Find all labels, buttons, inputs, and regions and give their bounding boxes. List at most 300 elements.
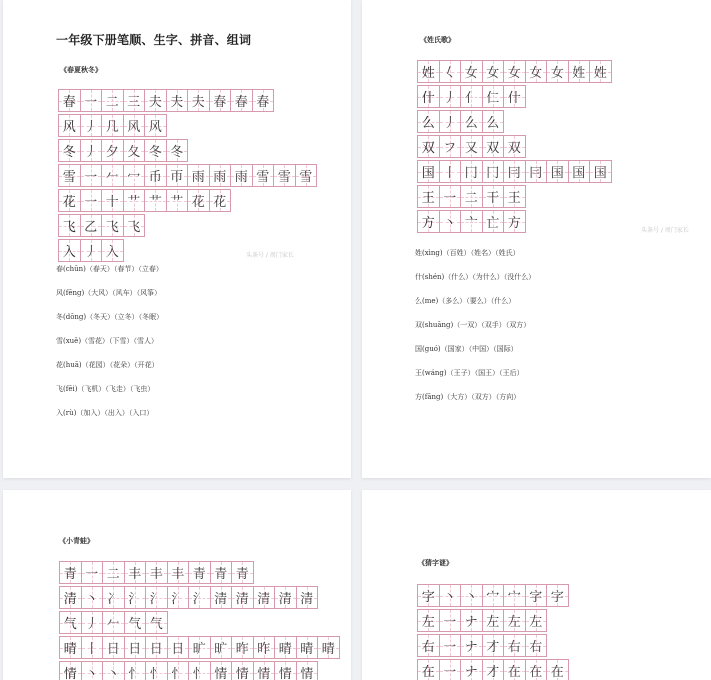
- cell-glyph: 情: [214, 667, 228, 680]
- document-page-3: [3, 490, 351, 680]
- cell-glyph: 风: [62, 120, 76, 135]
- stroke-cell: [525, 584, 548, 607]
- word-line: 飞(fēi)（飞机）（飞走）（飞虫）: [56, 385, 155, 393]
- stroke-cell: [546, 60, 569, 83]
- stroke-row: [417, 584, 568, 607]
- cell-glyph: 丿: [84, 145, 98, 160]
- character-cell: [59, 561, 82, 584]
- character-cell: [58, 164, 81, 187]
- cell-glyph: 十: [105, 195, 119, 210]
- cell-glyph: 姓: [421, 66, 435, 81]
- cell-glyph: 飞: [62, 220, 76, 235]
- stroke-cell: [144, 164, 167, 187]
- cell-glyph: 风: [148, 120, 162, 135]
- stroke-cell: [230, 164, 253, 187]
- stroke-cell: [439, 160, 462, 183]
- watermark: 头条号 / 周门家长: [246, 252, 294, 259]
- word-line: 王(wáng)（王子）（国王）（王后）: [415, 369, 524, 377]
- stroke-cell: [460, 609, 483, 632]
- cell-glyph: 青: [63, 567, 77, 582]
- stroke-row: [417, 160, 611, 183]
- cell-glyph: 右: [507, 640, 521, 655]
- cell-glyph: 清: [235, 592, 249, 607]
- cell-glyph: 才: [486, 640, 500, 655]
- stroke-cell: [123, 214, 146, 237]
- character-cell: [417, 160, 440, 183]
- cell-glyph: 一: [443, 615, 457, 630]
- cell-glyph: フ: [443, 141, 457, 156]
- cell-glyph: 二: [464, 191, 478, 206]
- cell-glyph: 冂: [486, 166, 500, 181]
- stroke-order-grid: [417, 584, 568, 680]
- character-cell: [58, 139, 81, 162]
- character-cell: [58, 214, 81, 237]
- cell-glyph: 夫: [148, 95, 162, 110]
- cell-glyph: 𡿨: [443, 66, 457, 81]
- stroke-cell: [439, 609, 462, 632]
- cell-glyph: 丶: [85, 592, 99, 607]
- word-line: 风(fēng)（大风）（风车）（风筝）: [56, 289, 162, 297]
- cell-glyph: 丿: [85, 617, 99, 632]
- cell-glyph: ナ: [464, 615, 478, 630]
- cell-glyph: 忄: [128, 667, 142, 680]
- cell-glyph: 雨: [234, 170, 248, 185]
- stroke-cell: [187, 189, 210, 212]
- stroke-row: [417, 210, 611, 233]
- character-cell: [417, 634, 440, 657]
- stroke-cell: [209, 89, 232, 112]
- cell-glyph: 冖: [127, 170, 141, 185]
- cell-glyph: 冂: [464, 166, 478, 181]
- stroke-cell: [167, 661, 190, 680]
- stroke-cell: [188, 636, 211, 659]
- stroke-cell: [525, 659, 548, 680]
- cell-glyph: 丶: [443, 216, 457, 231]
- cell-glyph: 币: [148, 170, 162, 185]
- cell-glyph: 气: [128, 617, 142, 632]
- stroke-cell: [525, 634, 548, 657]
- stroke-cell: [503, 634, 526, 657]
- character-cell: [59, 661, 82, 680]
- stroke-cell: [546, 584, 569, 607]
- stroke-cell: [101, 214, 124, 237]
- cell-glyph: 么: [486, 116, 500, 131]
- cell-glyph: 一: [443, 191, 457, 206]
- cell-glyph: 在: [550, 665, 564, 680]
- stroke-cell: [589, 60, 612, 83]
- stroke-order-grid: [59, 561, 339, 680]
- stroke-cell: [439, 135, 462, 158]
- stroke-cell: [503, 609, 526, 632]
- section-title-little-frog: 《小青蛙》: [59, 537, 94, 545]
- word-line: 冬(dōng)（冬天）（立冬）（冬眠）: [56, 313, 164, 321]
- cell-glyph: 入: [62, 245, 76, 260]
- cell-glyph: 字: [550, 590, 564, 605]
- stroke-cell: [101, 239, 124, 262]
- cell-glyph: 双: [486, 141, 500, 156]
- cell-glyph: 夫: [191, 95, 205, 110]
- cell-glyph: 左: [486, 615, 500, 630]
- cell-glyph: 日: [128, 642, 142, 657]
- stroke-cell: [231, 661, 254, 680]
- section-title-spring: 《春夏秋冬》: [60, 66, 102, 74]
- cell-glyph: 冫: [106, 592, 120, 607]
- word-line: 入(rù)（加入）（出入）（入口）: [56, 409, 154, 417]
- character-cell: [417, 584, 440, 607]
- cell-glyph: 丰: [171, 567, 185, 582]
- stroke-cell: [482, 60, 505, 83]
- character-cell: [417, 659, 440, 680]
- cell-glyph: 丶: [106, 667, 120, 680]
- cell-glyph: 丰: [128, 567, 142, 582]
- stroke-cell: [81, 561, 104, 584]
- cell-glyph: 丶: [443, 590, 457, 605]
- cell-glyph: 艹: [170, 195, 184, 210]
- stroke-cell: [167, 636, 190, 659]
- cell-glyph: 入: [105, 245, 119, 260]
- cell-glyph: 亡: [486, 216, 500, 231]
- section-title-surnames: 《姓氏歌》: [420, 36, 455, 44]
- stroke-cell: [144, 114, 167, 137]
- cell-glyph: 丨: [85, 642, 99, 657]
- stroke-cell: [482, 609, 505, 632]
- cell-glyph: 晴: [321, 642, 335, 657]
- stroke-cell: [439, 210, 462, 233]
- cell-glyph: 干: [486, 191, 500, 206]
- stroke-cell: [525, 160, 548, 183]
- stroke-row: [59, 636, 339, 659]
- stroke-row: [58, 89, 316, 112]
- stroke-cell: [145, 561, 168, 584]
- stroke-cell: [145, 586, 168, 609]
- stroke-cell: [166, 89, 189, 112]
- cell-glyph: 情: [300, 667, 314, 680]
- word-line: 花(huā)（花园）（花朵）（开花）: [56, 361, 159, 369]
- stroke-cell: [503, 160, 526, 183]
- cell-glyph: 情: [257, 667, 271, 680]
- cell-glyph: 丿: [84, 120, 98, 135]
- cell-glyph: 丶: [85, 667, 99, 680]
- character-cell: [58, 89, 81, 112]
- stroke-cell: [460, 659, 483, 680]
- cell-glyph: 春: [256, 95, 270, 110]
- stroke-cell: [482, 584, 505, 607]
- stroke-cell: [124, 661, 147, 680]
- stroke-cell: [439, 659, 462, 680]
- stroke-cell: [525, 609, 548, 632]
- cell-glyph: 左: [421, 615, 435, 630]
- cell-glyph: 旷: [192, 642, 206, 657]
- stroke-cell: [482, 185, 505, 208]
- stroke-cell: [295, 164, 318, 187]
- cell-glyph: 在: [421, 665, 435, 680]
- stroke-cell: [568, 60, 591, 83]
- stroke-cell: [482, 135, 505, 158]
- cell-glyph: ナ: [464, 640, 478, 655]
- stroke-cell: [80, 164, 103, 187]
- cell-glyph: 气: [63, 617, 77, 632]
- cell-glyph: 右: [529, 640, 543, 655]
- stroke-cell: [439, 185, 462, 208]
- cell-glyph: 几: [105, 120, 119, 135]
- cell-glyph: 方: [421, 216, 435, 231]
- stroke-cell: [231, 636, 254, 659]
- cell-glyph: 国: [550, 166, 564, 181]
- cell-glyph: 冬: [170, 145, 184, 160]
- stroke-cell: [102, 661, 125, 680]
- word-line: 雪(xuě)（雪花）（下雪）（雪人）: [56, 337, 159, 345]
- cell-glyph: 三: [127, 95, 141, 110]
- cell-glyph: 雪: [277, 170, 291, 185]
- cell-glyph: 女: [529, 66, 543, 81]
- cell-glyph: 左: [507, 615, 521, 630]
- stroke-cell: [231, 561, 254, 584]
- cell-glyph: 氵: [192, 592, 206, 607]
- stroke-cell: [439, 60, 462, 83]
- stroke-cell: [525, 60, 548, 83]
- cell-glyph: 左: [529, 615, 543, 630]
- stroke-cell: [145, 636, 168, 659]
- stroke-cell: [460, 210, 483, 233]
- cell-glyph: 丰: [149, 567, 163, 582]
- cell-glyph: 氵: [171, 592, 185, 607]
- cell-glyph: 清: [214, 592, 228, 607]
- cell-glyph: 夂: [127, 145, 141, 160]
- stroke-cell: [188, 561, 211, 584]
- stroke-cell: [482, 85, 505, 108]
- stroke-cell: [80, 214, 103, 237]
- cell-glyph: ナ: [464, 665, 478, 680]
- stroke-row: [58, 189, 316, 212]
- stroke-cell: [210, 586, 233, 609]
- stroke-row: [417, 135, 611, 158]
- cell-glyph: 青: [214, 567, 228, 582]
- stroke-cell: [144, 189, 167, 212]
- word-line: 双(shuāng)（一双）（双手）（双方）: [415, 321, 531, 329]
- stroke-row: [58, 164, 316, 187]
- stroke-cell: [102, 561, 125, 584]
- cell-glyph: 情: [63, 667, 77, 680]
- word-list: [56, 264, 163, 432]
- stroke-order-grid: [58, 89, 316, 264]
- cell-glyph: 一: [84, 95, 98, 110]
- character-cell: [59, 611, 82, 634]
- cell-glyph: 清: [257, 592, 271, 607]
- stroke-cell: [273, 164, 296, 187]
- stroke-cell: [166, 189, 189, 212]
- cell-glyph: 丨: [443, 166, 457, 181]
- stroke-cell: [460, 85, 483, 108]
- cell-glyph: 女: [507, 66, 521, 81]
- character-cell: [417, 110, 440, 133]
- cell-glyph: 风: [127, 120, 141, 135]
- stroke-cell: [460, 60, 483, 83]
- stroke-cell: [296, 586, 319, 609]
- cell-glyph: 氵: [149, 592, 163, 607]
- cell-glyph: 帀: [170, 170, 184, 185]
- stroke-row: [417, 185, 611, 208]
- word-line: 方(fāng)（大方）（双方）（方向）: [415, 393, 521, 401]
- stroke-cell: [101, 164, 124, 187]
- stroke-cell: [503, 185, 526, 208]
- stroke-cell: [80, 89, 103, 112]
- word-line: 春(chūn)（春天）（春节）（立春）: [56, 265, 163, 273]
- character-cell: [417, 85, 440, 108]
- cell-glyph: 雨: [213, 170, 227, 185]
- character-cell: [59, 636, 82, 659]
- cell-glyph: 夕: [105, 145, 119, 160]
- stroke-cell: [102, 636, 125, 659]
- stroke-cell: [145, 661, 168, 680]
- stroke-cell: [80, 189, 103, 212]
- cell-glyph: 冬: [62, 145, 76, 160]
- cell-glyph: 𠂉: [105, 170, 119, 185]
- cell-glyph: 双: [507, 141, 521, 156]
- cell-glyph: 方: [507, 216, 521, 231]
- cell-glyph: 女: [550, 66, 564, 81]
- cell-glyph: 雪: [256, 170, 270, 185]
- stroke-cell: [482, 110, 505, 133]
- stroke-row: [59, 611, 339, 634]
- word-line: 么(me)（多么）（要么）（什么）: [415, 297, 516, 305]
- cell-glyph: 亻: [464, 91, 478, 106]
- stroke-cell: [188, 661, 211, 680]
- stroke-cell: [482, 634, 505, 657]
- stroke-cell: [124, 636, 147, 659]
- word-line: 国(guó)（国家）（中国）（国际）: [415, 345, 518, 353]
- stroke-cell: [460, 110, 483, 133]
- cell-glyph: 雪: [299, 170, 313, 185]
- cell-glyph: 夫: [170, 95, 184, 110]
- stroke-cell: [101, 139, 124, 162]
- stroke-cell: [589, 160, 612, 183]
- cell-glyph: 青: [235, 567, 249, 582]
- character-cell: [58, 189, 81, 212]
- character-cell: [417, 185, 440, 208]
- cell-glyph: 艹: [148, 195, 162, 210]
- stroke-cell: [123, 114, 146, 137]
- cell-glyph: 清: [300, 592, 314, 607]
- cell-glyph: 旷: [214, 642, 228, 657]
- cell-glyph: 一: [84, 170, 98, 185]
- cell-glyph: 一: [85, 567, 99, 582]
- cell-glyph: 宀: [486, 590, 500, 605]
- stroke-row: [417, 609, 568, 632]
- cell-glyph: 忄: [171, 667, 185, 680]
- stroke-cell: [274, 586, 297, 609]
- cell-glyph: 在: [507, 665, 521, 680]
- stroke-cell: [166, 139, 189, 162]
- cell-glyph: 晴: [300, 642, 314, 657]
- stroke-cell: [296, 636, 319, 659]
- stroke-cell: [439, 584, 462, 607]
- document-page-2: [362, 0, 711, 478]
- stroke-cell: [167, 586, 190, 609]
- stroke-cell: [503, 60, 526, 83]
- cell-glyph: 什: [421, 91, 435, 106]
- cell-glyph: 雨: [191, 170, 205, 185]
- stroke-cell: [209, 189, 232, 212]
- cell-glyph: 飞: [127, 220, 141, 235]
- cell-glyph: 宀: [507, 590, 521, 605]
- stroke-cell: [482, 210, 505, 233]
- stroke-cell: [503, 85, 526, 108]
- cell-glyph: 国: [572, 166, 586, 181]
- stroke-row: [59, 661, 339, 680]
- cell-glyph: 雪: [62, 170, 76, 185]
- cell-glyph: 女: [486, 66, 500, 81]
- cell-glyph: 才: [486, 665, 500, 680]
- cell-glyph: 春: [213, 95, 227, 110]
- stroke-cell: [101, 189, 124, 212]
- cell-glyph: 春: [234, 95, 248, 110]
- stroke-row: [417, 634, 568, 657]
- cell-glyph: 二: [106, 567, 120, 582]
- cell-glyph: 在: [529, 665, 543, 680]
- word-line: 什(shén)（什么）（为什么）（没什么）: [415, 273, 536, 281]
- cell-glyph: 昨: [257, 642, 271, 657]
- stroke-cell: [123, 139, 146, 162]
- cell-glyph: 氵: [128, 592, 142, 607]
- stroke-cell: [296, 661, 319, 680]
- cell-glyph: 么: [421, 116, 435, 131]
- stroke-row: [58, 214, 316, 237]
- cell-glyph: 字: [529, 590, 543, 605]
- cell-glyph: 女: [464, 66, 478, 81]
- stroke-row: [59, 586, 339, 609]
- stroke-cell: [460, 185, 483, 208]
- cell-glyph: 丿: [443, 116, 457, 131]
- cell-glyph: 花: [213, 195, 227, 210]
- stroke-cell: [123, 189, 146, 212]
- document-title: 一年级下册笔顺、生字、拼音、组词: [56, 33, 252, 47]
- stroke-cell: [439, 634, 462, 657]
- watermark: 头条号 / 周门家长: [641, 227, 689, 234]
- stroke-row: [58, 139, 316, 162]
- stroke-cell: [253, 661, 276, 680]
- cell-glyph: 青: [192, 567, 206, 582]
- stroke-cell: [252, 89, 275, 112]
- stroke-cell: [460, 584, 483, 607]
- stroke-cell: [124, 586, 147, 609]
- stroke-cell: [503, 135, 526, 158]
- cell-glyph: 冃: [507, 166, 521, 181]
- stroke-cell: [317, 636, 340, 659]
- cell-glyph: 清: [63, 592, 77, 607]
- stroke-cell: [460, 634, 483, 657]
- cell-glyph: 什: [507, 91, 521, 106]
- cell-glyph: 花: [62, 195, 76, 210]
- stroke-cell: [166, 164, 189, 187]
- stroke-cell: [230, 89, 253, 112]
- cell-glyph: 日: [171, 642, 185, 657]
- stroke-cell: [460, 160, 483, 183]
- character-cell: [59, 586, 82, 609]
- stroke-cell: [124, 611, 147, 634]
- stroke-cell: [123, 89, 146, 112]
- cell-glyph: 一: [443, 640, 457, 655]
- stroke-cell: [503, 584, 526, 607]
- stroke-cell: [439, 110, 462, 133]
- cell-glyph: 王: [421, 191, 435, 206]
- stroke-cell: [187, 89, 210, 112]
- cell-glyph: 晴: [63, 642, 77, 657]
- stroke-cell: [274, 661, 297, 680]
- stroke-cell: [439, 85, 462, 108]
- stroke-cell: [482, 160, 505, 183]
- stroke-row: [417, 60, 611, 83]
- stroke-row: [58, 114, 316, 137]
